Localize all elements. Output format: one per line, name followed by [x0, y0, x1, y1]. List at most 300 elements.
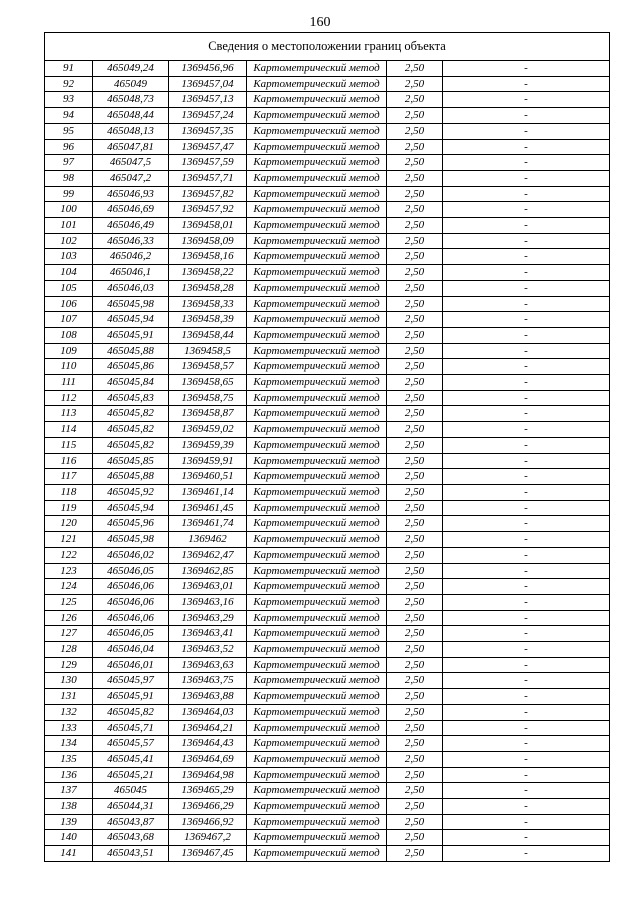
y-coordinate-cell: 1369457,82	[169, 186, 247, 202]
y-coordinate-cell: 1369458,22	[169, 265, 247, 281]
accuracy-cell: 2,50	[387, 720, 443, 736]
table-row	[45, 406, 610, 422]
boundary-table-container	[44, 32, 609, 862]
x-coordinate-cell: 465047,81	[93, 139, 169, 155]
accuracy-cell: 2,50	[387, 123, 443, 139]
accuracy-cell: 2,50	[387, 390, 443, 406]
point-number-cell: 125	[45, 594, 93, 610]
x-coordinate-cell: 465045,83	[93, 390, 169, 406]
x-coordinate-cell: 465046,01	[93, 657, 169, 673]
x-coordinate-cell: 465046,33	[93, 233, 169, 249]
point-number-cell: 99	[45, 186, 93, 202]
accuracy-cell: 2,50	[387, 249, 443, 265]
point-number-cell: 113	[45, 406, 93, 422]
y-coordinate-cell: 1369456,96	[169, 61, 247, 77]
accuracy-cell: 2,50	[387, 218, 443, 234]
point-number-cell: 134	[45, 736, 93, 752]
accuracy-cell: 2,50	[387, 453, 443, 469]
accuracy-cell: 2,50	[387, 579, 443, 595]
method-cell: Картометрический метод	[247, 657, 387, 673]
table-row	[45, 830, 610, 846]
description-cell: -	[443, 265, 610, 281]
method-cell: Картометрический метод	[247, 390, 387, 406]
x-coordinate-cell: 465045,91	[93, 327, 169, 343]
method-cell: Картометрический метод	[247, 359, 387, 375]
page-number: 160	[309, 15, 331, 30]
method-cell: Картометрический метод	[247, 547, 387, 563]
y-coordinate-cell: 1369458,28	[169, 280, 247, 296]
y-coordinate-cell: 1369461,74	[169, 516, 247, 532]
table-row	[45, 359, 610, 375]
accuracy-cell: 2,50	[387, 563, 443, 579]
method-cell: Картометрический метод	[247, 453, 387, 469]
description-cell: -	[443, 170, 610, 186]
table-row	[45, 846, 610, 862]
method-cell: Картометрический метод	[247, 76, 387, 92]
point-number-cell: 135	[45, 751, 93, 767]
accuracy-cell: 2,50	[387, 689, 443, 705]
description-cell: -	[443, 437, 610, 453]
x-coordinate-cell: 465044,31	[93, 799, 169, 815]
point-number-cell: 93	[45, 92, 93, 108]
x-coordinate-cell: 465046,06	[93, 579, 169, 595]
section-title: Сведения о местоположении границ объекта	[45, 33, 610, 61]
table-row	[45, 469, 610, 485]
x-coordinate-cell: 465045,94	[93, 500, 169, 516]
accuracy-cell: 2,50	[387, 642, 443, 658]
point-number-cell: 103	[45, 249, 93, 265]
y-coordinate-cell: 1369459,39	[169, 437, 247, 453]
table-row	[45, 233, 610, 249]
method-cell: Картометрический метод	[247, 108, 387, 124]
accuracy-cell: 2,50	[387, 516, 443, 532]
method-cell: Картометрический метод	[247, 532, 387, 548]
accuracy-cell: 2,50	[387, 814, 443, 830]
y-coordinate-cell: 1369465,29	[169, 783, 247, 799]
description-cell: -	[443, 610, 610, 626]
y-coordinate-cell: 1369464,69	[169, 751, 247, 767]
x-coordinate-cell: 465045,88	[93, 469, 169, 485]
point-number-cell: 122	[45, 547, 93, 563]
method-cell: Картометрический метод	[247, 422, 387, 438]
x-coordinate-cell: 465045,96	[93, 516, 169, 532]
x-coordinate-cell: 465049,24	[93, 61, 169, 77]
description-cell: -	[443, 532, 610, 548]
y-coordinate-cell: 1369464,43	[169, 736, 247, 752]
point-number-cell: 115	[45, 437, 93, 453]
table-row	[45, 799, 610, 815]
x-coordinate-cell: 465043,51	[93, 846, 169, 862]
method-cell: Картометрический метод	[247, 155, 387, 171]
accuracy-cell: 2,50	[387, 422, 443, 438]
accuracy-cell: 2,50	[387, 343, 443, 359]
description-cell: -	[443, 139, 610, 155]
description-cell: -	[443, 312, 610, 328]
x-coordinate-cell: 465045,82	[93, 704, 169, 720]
method-cell: Картометрический метод	[247, 218, 387, 234]
method-cell: Картометрический метод	[247, 202, 387, 218]
table-row	[45, 343, 610, 359]
y-coordinate-cell: 1369463,16	[169, 594, 247, 610]
description-cell: -	[443, 516, 610, 532]
table-row	[45, 296, 610, 312]
method-cell: Картометрический метод	[247, 312, 387, 328]
point-number-cell: 129	[45, 657, 93, 673]
x-coordinate-cell: 465046,69	[93, 202, 169, 218]
table-row	[45, 265, 610, 281]
x-coordinate-cell: 465045,98	[93, 532, 169, 548]
accuracy-cell: 2,50	[387, 532, 443, 548]
x-coordinate-cell: 465047,2	[93, 170, 169, 186]
description-cell: -	[443, 846, 610, 862]
y-coordinate-cell: 1369464,03	[169, 704, 247, 720]
description-cell: -	[443, 375, 610, 391]
point-number-cell: 101	[45, 218, 93, 234]
x-coordinate-cell: 465045,84	[93, 375, 169, 391]
x-coordinate-cell: 465045	[93, 783, 169, 799]
method-cell: Картометрический метод	[247, 170, 387, 186]
table-row	[45, 594, 610, 610]
accuracy-cell: 2,50	[387, 61, 443, 77]
y-coordinate-cell: 1369467,45	[169, 846, 247, 862]
x-coordinate-cell: 465045,85	[93, 453, 169, 469]
point-number-cell: 139	[45, 814, 93, 830]
description-cell: -	[443, 155, 610, 171]
accuracy-cell: 2,50	[387, 799, 443, 815]
point-number-cell: 105	[45, 280, 93, 296]
y-coordinate-cell: 1369457,24	[169, 108, 247, 124]
accuracy-cell: 2,50	[387, 202, 443, 218]
x-coordinate-cell: 465046,06	[93, 610, 169, 626]
y-coordinate-cell: 1369463,52	[169, 642, 247, 658]
y-coordinate-cell: 1369460,51	[169, 469, 247, 485]
method-cell: Картометрический метод	[247, 437, 387, 453]
table-row	[45, 202, 610, 218]
description-cell: -	[443, 657, 610, 673]
table-row	[45, 437, 610, 453]
point-number-cell: 137	[45, 783, 93, 799]
description-cell: -	[443, 233, 610, 249]
accuracy-cell: 2,50	[387, 594, 443, 610]
description-cell: -	[443, 296, 610, 312]
y-coordinate-cell: 1369457,13	[169, 92, 247, 108]
x-coordinate-cell: 465045,91	[93, 689, 169, 705]
description-cell: -	[443, 814, 610, 830]
method-cell: Картометрический метод	[247, 783, 387, 799]
y-coordinate-cell: 1369457,47	[169, 139, 247, 155]
point-number-cell: 95	[45, 123, 93, 139]
method-cell: Картометрический метод	[247, 327, 387, 343]
table-row	[45, 657, 610, 673]
y-coordinate-cell: 1369458,39	[169, 312, 247, 328]
x-coordinate-cell: 465048,44	[93, 108, 169, 124]
point-number-cell: 102	[45, 233, 93, 249]
table-row	[45, 375, 610, 391]
description-cell: -	[443, 390, 610, 406]
point-number-cell: 127	[45, 626, 93, 642]
accuracy-cell: 2,50	[387, 265, 443, 281]
table-row	[45, 532, 610, 548]
description-cell: -	[443, 547, 610, 563]
table-row	[45, 673, 610, 689]
y-coordinate-cell: 1369463,88	[169, 689, 247, 705]
point-number-cell: 109	[45, 343, 93, 359]
table-row	[45, 170, 610, 186]
method-cell: Картометрический метод	[247, 767, 387, 783]
table-row	[45, 139, 610, 155]
accuracy-cell: 2,50	[387, 233, 443, 249]
point-number-cell: 128	[45, 642, 93, 658]
accuracy-cell: 2,50	[387, 327, 443, 343]
y-coordinate-cell: 1369461,45	[169, 500, 247, 516]
x-coordinate-cell: 465045,82	[93, 406, 169, 422]
table-row	[45, 76, 610, 92]
x-coordinate-cell: 465045,88	[93, 343, 169, 359]
x-coordinate-cell: 465045,86	[93, 359, 169, 375]
x-coordinate-cell: 465045,92	[93, 484, 169, 500]
method-cell: Картометрический метод	[247, 249, 387, 265]
y-coordinate-cell: 1369463,41	[169, 626, 247, 642]
table-row	[45, 563, 610, 579]
table-row	[45, 814, 610, 830]
x-coordinate-cell: 465047,5	[93, 155, 169, 171]
method-cell: Картометрический метод	[247, 375, 387, 391]
y-coordinate-cell: 1369458,09	[169, 233, 247, 249]
x-coordinate-cell: 465046,93	[93, 186, 169, 202]
description-cell: -	[443, 469, 610, 485]
description-cell: -	[443, 689, 610, 705]
x-coordinate-cell: 465045,94	[93, 312, 169, 328]
y-coordinate-cell: 1369458,5	[169, 343, 247, 359]
point-number-cell: 130	[45, 673, 93, 689]
description-cell: -	[443, 123, 610, 139]
description-cell: -	[443, 751, 610, 767]
table-row	[45, 155, 610, 171]
point-number-cell: 132	[45, 704, 93, 720]
y-coordinate-cell: 1369457,71	[169, 170, 247, 186]
description-cell: -	[443, 500, 610, 516]
table-row	[45, 327, 610, 343]
table-row	[45, 61, 610, 77]
x-coordinate-cell: 465048,73	[93, 92, 169, 108]
method-cell: Картометрический метод	[247, 61, 387, 77]
x-coordinate-cell: 465046,49	[93, 218, 169, 234]
table-row	[45, 579, 610, 595]
point-number-cell: 126	[45, 610, 93, 626]
table-row	[45, 751, 610, 767]
accuracy-cell: 2,50	[387, 437, 443, 453]
y-coordinate-cell: 1369459,02	[169, 422, 247, 438]
description-cell: -	[443, 92, 610, 108]
x-coordinate-cell: 465046,02	[93, 547, 169, 563]
description-cell: -	[443, 406, 610, 422]
point-number-cell: 133	[45, 720, 93, 736]
x-coordinate-cell: 465045,21	[93, 767, 169, 783]
table-row	[45, 92, 610, 108]
description-cell: -	[443, 61, 610, 77]
point-number-cell: 141	[45, 846, 93, 862]
method-cell: Картометрический метод	[247, 139, 387, 155]
table-row	[45, 720, 610, 736]
point-number-cell: 120	[45, 516, 93, 532]
y-coordinate-cell: 1369463,01	[169, 579, 247, 595]
point-number-cell: 97	[45, 155, 93, 171]
method-cell: Картометрический метод	[247, 469, 387, 485]
table-row	[45, 547, 610, 563]
accuracy-cell: 2,50	[387, 92, 443, 108]
method-cell: Картометрический метод	[247, 610, 387, 626]
y-coordinate-cell: 1369458,01	[169, 218, 247, 234]
table-row	[45, 610, 610, 626]
x-coordinate-cell: 465049	[93, 76, 169, 92]
point-number-cell: 108	[45, 327, 93, 343]
accuracy-cell: 2,50	[387, 704, 443, 720]
table-row	[45, 783, 610, 799]
y-coordinate-cell: 1369462,85	[169, 563, 247, 579]
y-coordinate-cell: 1369458,87	[169, 406, 247, 422]
x-coordinate-cell: 465046,05	[93, 626, 169, 642]
accuracy-cell: 2,50	[387, 673, 443, 689]
accuracy-cell: 2,50	[387, 830, 443, 846]
point-number-cell: 123	[45, 563, 93, 579]
description-cell: -	[443, 453, 610, 469]
y-coordinate-cell: 1369464,98	[169, 767, 247, 783]
table-row	[45, 218, 610, 234]
description-cell: -	[443, 484, 610, 500]
method-cell: Картометрический метод	[247, 186, 387, 202]
description-cell: -	[443, 563, 610, 579]
table-row	[45, 453, 610, 469]
point-number-cell: 106	[45, 296, 93, 312]
description-cell: -	[443, 673, 610, 689]
table-row	[45, 736, 610, 752]
description-cell: -	[443, 704, 610, 720]
x-coordinate-cell: 465046,05	[93, 563, 169, 579]
description-cell: -	[443, 108, 610, 124]
accuracy-cell: 2,50	[387, 626, 443, 642]
table-header-row	[45, 33, 610, 61]
description-cell: -	[443, 327, 610, 343]
method-cell: Картометрический метод	[247, 751, 387, 767]
x-coordinate-cell: 465045,71	[93, 720, 169, 736]
description-cell: -	[443, 249, 610, 265]
description-cell: -	[443, 830, 610, 846]
y-coordinate-cell: 1369463,75	[169, 673, 247, 689]
table-row	[45, 422, 610, 438]
method-cell: Картометрический метод	[247, 233, 387, 249]
point-number-cell: 140	[45, 830, 93, 846]
point-number-cell: 94	[45, 108, 93, 124]
accuracy-cell: 2,50	[387, 484, 443, 500]
x-coordinate-cell: 465043,68	[93, 830, 169, 846]
y-coordinate-cell: 1369457,35	[169, 123, 247, 139]
description-cell: -	[443, 218, 610, 234]
y-coordinate-cell: 1369458,57	[169, 359, 247, 375]
method-cell: Картометрический метод	[247, 406, 387, 422]
accuracy-cell: 2,50	[387, 783, 443, 799]
method-cell: Картометрический метод	[247, 704, 387, 720]
y-coordinate-cell: 1369461,14	[169, 484, 247, 500]
point-number-cell: 111	[45, 375, 93, 391]
x-coordinate-cell: 465046,06	[93, 594, 169, 610]
point-number-cell: 98	[45, 170, 93, 186]
accuracy-cell: 2,50	[387, 139, 443, 155]
accuracy-cell: 2,50	[387, 312, 443, 328]
point-number-cell: 104	[45, 265, 93, 281]
table-row	[45, 500, 610, 516]
method-cell: Картометрический метод	[247, 626, 387, 642]
method-cell: Картометрический метод	[247, 689, 387, 705]
accuracy-cell: 2,50	[387, 547, 443, 563]
table-row	[45, 108, 610, 124]
accuracy-cell: 2,50	[387, 500, 443, 516]
accuracy-cell: 2,50	[387, 469, 443, 485]
accuracy-cell: 2,50	[387, 359, 443, 375]
y-coordinate-cell: 1369462,47	[169, 547, 247, 563]
x-coordinate-cell: 465045,98	[93, 296, 169, 312]
y-coordinate-cell: 1369466,92	[169, 814, 247, 830]
x-coordinate-cell: 465048,13	[93, 123, 169, 139]
method-cell: Картометрический метод	[247, 296, 387, 312]
description-cell: -	[443, 736, 610, 752]
point-number-cell: 138	[45, 799, 93, 815]
description-cell: -	[443, 343, 610, 359]
table-row	[45, 484, 610, 500]
point-number-cell: 100	[45, 202, 93, 218]
method-cell: Картометрический метод	[247, 642, 387, 658]
x-coordinate-cell: 465043,87	[93, 814, 169, 830]
table-row	[45, 186, 610, 202]
accuracy-cell: 2,50	[387, 846, 443, 862]
table-row	[45, 626, 610, 642]
table-row	[45, 767, 610, 783]
method-cell: Картометрический метод	[247, 563, 387, 579]
accuracy-cell: 2,50	[387, 751, 443, 767]
method-cell: Картометрический метод	[247, 92, 387, 108]
point-number-cell: 118	[45, 484, 93, 500]
table-body	[45, 61, 610, 862]
description-cell: -	[443, 626, 610, 642]
y-coordinate-cell: 1369463,63	[169, 657, 247, 673]
x-coordinate-cell: 465046,1	[93, 265, 169, 281]
x-coordinate-cell: 465045,41	[93, 751, 169, 767]
description-cell: -	[443, 202, 610, 218]
y-coordinate-cell: 1369464,21	[169, 720, 247, 736]
table-row	[45, 689, 610, 705]
accuracy-cell: 2,50	[387, 170, 443, 186]
description-cell: -	[443, 799, 610, 815]
y-coordinate-cell: 1369467,2	[169, 830, 247, 846]
point-number-cell: 96	[45, 139, 93, 155]
point-number-cell: 91	[45, 61, 93, 77]
table-row	[45, 704, 610, 720]
accuracy-cell: 2,50	[387, 736, 443, 752]
x-coordinate-cell: 465045,57	[93, 736, 169, 752]
point-number-cell: 131	[45, 689, 93, 705]
method-cell: Картометрический метод	[247, 343, 387, 359]
y-coordinate-cell: 1369457,59	[169, 155, 247, 171]
y-coordinate-cell: 1369463,29	[169, 610, 247, 626]
description-cell: -	[443, 642, 610, 658]
accuracy-cell: 2,50	[387, 280, 443, 296]
point-number-cell: 107	[45, 312, 93, 328]
method-cell: Картометрический метод	[247, 594, 387, 610]
y-coordinate-cell: 1369458,65	[169, 375, 247, 391]
point-number-cell: 136	[45, 767, 93, 783]
accuracy-cell: 2,50	[387, 76, 443, 92]
description-cell: -	[443, 594, 610, 610]
accuracy-cell: 2,50	[387, 108, 443, 124]
